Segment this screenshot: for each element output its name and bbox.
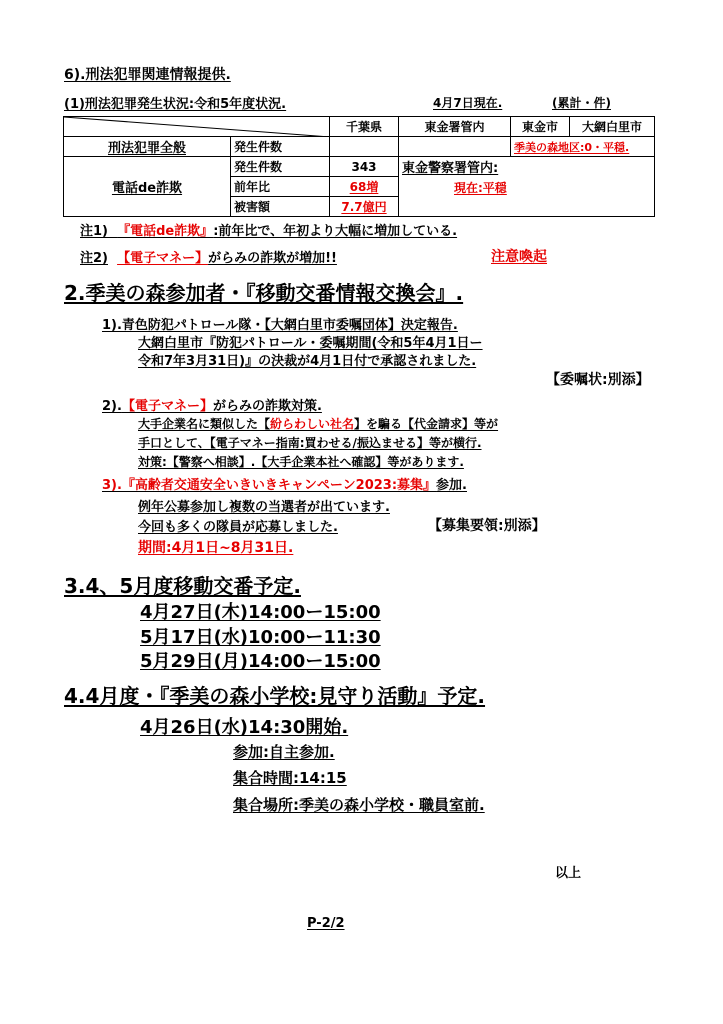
kiminomori-status: 季美の森地区:0・平穏. <box>511 137 655 157</box>
units-label: (累計・件) <box>552 96 611 110</box>
note2-alert: 注意喚起 <box>491 249 547 265</box>
note2 <box>80 247 337 266</box>
fraud-yoy-label: 前年比 <box>231 177 330 197</box>
fraud-count-label: 発生件数 <box>231 157 330 177</box>
item2-highlight: 【電子マネー】 <box>121 399 213 414</box>
item3-title-text: 参加. <box>436 478 467 493</box>
header-oamishirasato: 大網白里市 <box>570 117 655 137</box>
note2-highlight: 【電子マネー】 <box>117 251 209 266</box>
row-label-general: 刑法犯罪全般 <box>64 137 231 157</box>
section3-title: 3.4、5月度移動交番予定. <box>64 574 301 598</box>
item1-title: 1).青色防犯パトロール隊・【大網白里市委嘱団体】決定報告. <box>102 318 458 333</box>
item2-title <box>102 395 322 414</box>
item2-line3: 対策:【警察へ相談】.【大手企業本社へ確認】等があります. <box>138 455 464 469</box>
fraud-damage-value: 7.7億円 <box>330 197 399 217</box>
togane-police-cell <box>399 157 655 217</box>
section6-subtitle: (1)刑法犯罪発生状況:令和5年度状況. <box>64 97 287 112</box>
fraud-yoy-value: 68増 <box>330 177 399 197</box>
item3-title <box>102 474 467 493</box>
watch-meeting-time: 集合時間:14:15 <box>233 769 347 787</box>
as-of-date: 4月7日現在. <box>433 96 503 110</box>
item3-highlight: 3).『高齢者交通安全いきいきキャンペーン2023:募集』 <box>102 478 437 493</box>
table-corner-cell <box>64 117 330 137</box>
section2-title: 2.季美の森参加者・『移動交番情報交換会』. <box>64 281 464 305</box>
watch-meeting-place: 集合場所:季美の森小学校・職員室前. <box>233 796 485 814</box>
note2-prefix: 注2) <box>80 251 108 266</box>
item3-line2: 今回も多くの隊員が応募しました. <box>138 520 338 535</box>
section4-title: 4.4月度・『季美の森小学校:見守り活動』予定. <box>64 684 486 708</box>
diagonal-line <box>64 117 330 137</box>
watch-participation: 参加:自主参加. <box>233 743 335 761</box>
closing-text: 以上 <box>555 866 582 881</box>
note2-text: がらみの詐欺が増加!! <box>208 251 337 266</box>
item2-prefix: 2). <box>102 399 122 414</box>
watch-start: 4月26日(水)14:30開始. <box>140 717 349 738</box>
patrol-date-3: 5月29日(月)14:00ー15:00 <box>140 651 381 672</box>
note1-highlight: 『電話de詐欺』 <box>117 224 214 239</box>
fraud-damage-label: 被害額 <box>231 197 330 217</box>
row-sublabel-count: 発生件数 <box>231 137 330 157</box>
togane-police-status: 現在:平穏 <box>454 181 507 195</box>
togane-police-title: 東金警察署管内: <box>402 161 499 176</box>
item2-line1-b: 】を騙る【代金請求】等が <box>354 417 499 431</box>
item1-line2: 令和7年3月31日)』の決裁が4月1日付で承認されました. <box>138 354 477 369</box>
item3-attachment: 【募集要領:別添】 <box>428 518 546 534</box>
item1-line1: 大網白里市『防犯パトロール・委嘱期間(令和5年4月1日ー <box>138 336 483 351</box>
section6-title: 6).刑法犯罪関連情報提供. <box>64 67 231 83</box>
item2-line1-a: 大手企業名に類似した【 <box>138 417 271 431</box>
item2-line1 <box>138 415 498 432</box>
item2-title-text: がらみの詐欺対策. <box>212 399 322 414</box>
header-togane-city: 東金市 <box>511 117 570 137</box>
item3-period: 期間:4月1日~8月31日. <box>138 540 294 556</box>
header-chiba: 千葉県 <box>330 117 399 137</box>
note1 <box>80 220 457 239</box>
item2-line1-highlight: 紛らわしい社名 <box>270 417 355 431</box>
patrol-date-1: 4月27日(木)14:00ー15:00 <box>140 602 381 623</box>
note1-text: :前年比で、年初より大幅に増加している. <box>213 224 458 239</box>
note1-prefix: 注1) <box>80 224 108 239</box>
item3-line1: 例年公募参加し複数の当選者が出ています. <box>138 500 390 515</box>
page-number: P-2/2 <box>307 916 345 931</box>
header-togane-station: 東金署管内 <box>399 117 511 137</box>
row-label-fraud: 電話de詐欺 <box>64 157 231 217</box>
crime-stats-table <box>63 116 655 217</box>
fraud-count-value: 343 <box>330 157 399 177</box>
item1-attachment: 【委嘱状:別添】 <box>546 372 650 388</box>
patrol-date-2: 5月17日(水)10:00ー11:30 <box>140 627 381 648</box>
item2-line2: 手口として、【電子マネー指南:買わせる/振込ませる】等が横行. <box>138 436 482 450</box>
